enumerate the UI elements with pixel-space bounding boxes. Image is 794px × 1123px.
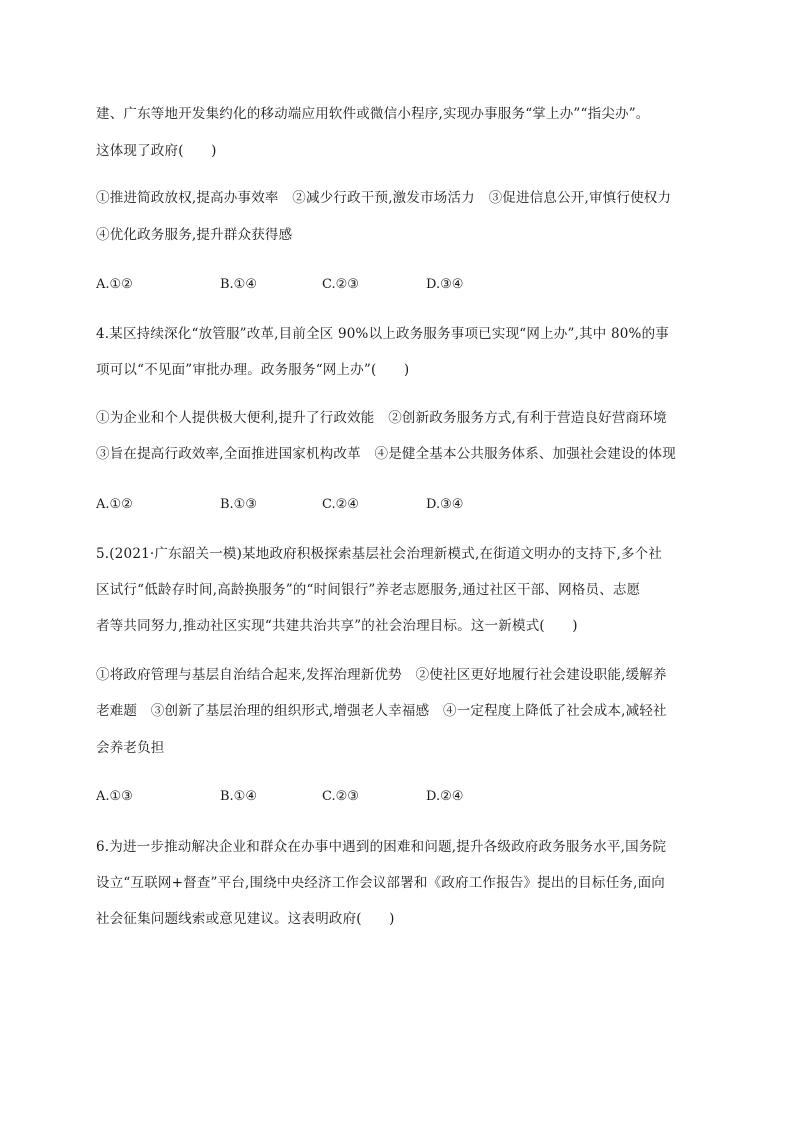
- q5-option-b: B.①④: [220, 789, 257, 804]
- q4-statement-line-1: ①为企业和个人提供极大便利,提升了行政效能 ②创新政务服务方式,有利于营造良好营商环境: [96, 410, 667, 426]
- q4-option-d: D.③④: [426, 497, 464, 512]
- q6-stem-line-2: 设立“互联网+督查”平台,围绕中央经济工作会议部署和《政府工作报告》提出的目标任务,面向: [96, 875, 665, 891]
- q3-option-b: B.①④: [220, 277, 257, 292]
- q3-statement-line-2: ④优化政务服务,提升群众获得感: [96, 227, 293, 243]
- q4-stem-line-2: 项可以“不见面”审批办理。政务服务“网上办”( ): [96, 362, 410, 378]
- q4-options: [96, 496, 696, 514]
- q5-statement-line-2: 老难题 ③创新了基层治理的组织形式,增强老人幸福感 ④一定程度上降低了社会成本,减轻社: [96, 703, 667, 719]
- q5-stem-line-3: 者等共同努力,推动社区实现“共建共治共享”的社会治理目标。这一新模式( ): [96, 618, 578, 634]
- q3-stem-line-1: 建、广东等地开发集约化的移动端应用软件或微信小程序,实现办事服务“掌上办”“指尖办”。: [96, 106, 650, 122]
- q5-stem-line-2: 区试行“低龄存时间,高龄换服务”的“时间银行”养老志愿服务,通过社区干部、网格员、志愿: [96, 582, 641, 598]
- q3-statement-line-1: ①推进简政放权,提高办事效率 ②减少行政干预,激发市场活力 ③促进信息公开,审慎行使权力: [96, 190, 672, 206]
- q3-option-a: A.①②: [96, 277, 133, 292]
- q4-statement-line-2: ③旨在提高行政效率,全面推进国家机构改革 ④是健全基本公共服务体系、加强社会建设的体现: [96, 446, 676, 462]
- q5-stem-line-1: 5.(2021·广东韶关一模)某地政府积极探索基层社会治理新模式,在街道文明办的支持下,多个社: [96, 546, 663, 562]
- q4-option-a: A.①②: [96, 497, 133, 512]
- q5-option-c: C.②③: [322, 789, 359, 804]
- q4-option-b: B.①③: [220, 497, 257, 512]
- q6-stem-line-3: 社会征集问题线索或意见建议。这表明政府( ): [96, 911, 395, 927]
- q5-statement-line-1: ①将政府管理与基层自治结合起来,发挥治理新优势 ②使社区更好地履行社会建设职能,缓解养: [96, 667, 667, 683]
- q5-options: [96, 788, 696, 806]
- q4-stem-line-1: 4.某区持续深化“放管服”改革,目前全区 90%以上政务服务事项已实现“网上办”,其中 80%的事: [96, 326, 669, 342]
- q3-options: [96, 276, 696, 294]
- q3-option-c: C.②③: [322, 277, 359, 292]
- q3-option-d: D.③④: [426, 277, 464, 292]
- q5-option-a: A.①③: [96, 789, 133, 804]
- q6-stem-line-1: 6.为进一步推动解决企业和群众在办事中遇到的困难和问题,提升各级政府政务服务水平,国务院: [96, 839, 667, 855]
- q4-option-c: C.②④: [322, 497, 359, 512]
- q5-option-d: D.②④: [426, 789, 464, 804]
- q3-stem-line-2: 这体现了政府( ): [96, 143, 217, 159]
- q5-statement-line-3: 会养老负担: [96, 740, 165, 756]
